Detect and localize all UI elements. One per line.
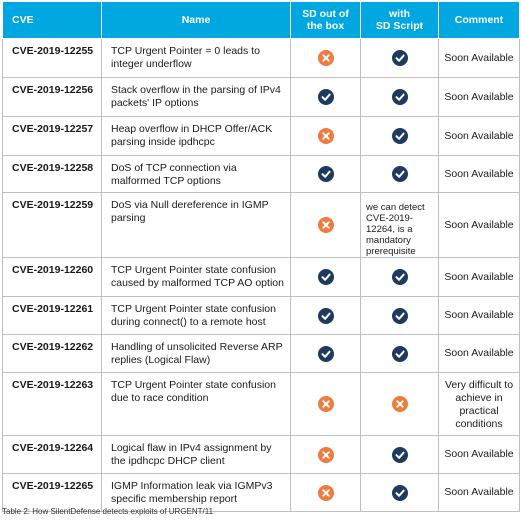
comment-cell: Very difficult to achieve in practical conditions xyxy=(439,373,520,436)
comment-cell: Soon Available xyxy=(439,258,520,297)
cross-icon xyxy=(318,128,334,144)
cve-id-cell: CVE-2019-12256 xyxy=(3,78,102,117)
check-icon xyxy=(318,166,334,182)
table-row xyxy=(3,335,520,373)
cve-id-cell: CVE-2019-12258 xyxy=(3,156,102,193)
check-icon xyxy=(392,89,408,105)
table-row xyxy=(3,436,520,474)
header-sd-out-of-box: SD out of the box xyxy=(291,2,361,39)
sd-out-of-box-cell xyxy=(291,156,361,193)
vulnerability-name-cell: Stack overflow in the parsing of IPv4 packets' IP options xyxy=(102,78,291,117)
cve-id-cell: CVE-2019-12259 xyxy=(3,193,102,258)
cve-id-cell: CVE-2019-12261 xyxy=(3,297,102,335)
with-sd-script-cell xyxy=(361,297,439,335)
vulnerability-name-cell: TCP Urgent Pointer state confusion caused by malformed TCP AO option xyxy=(102,258,291,297)
vulnerability-name-cell: Heap overflow in DHCP Offer/ACK parsing inside ipdhcpc xyxy=(102,117,291,156)
cve-id-cell: CVE-2019-12265 xyxy=(3,474,102,512)
check-icon xyxy=(318,346,334,362)
with-sd-script-cell xyxy=(361,39,439,78)
table-row xyxy=(3,117,520,156)
vulnerability-name-cell: IGMP Information leak via IGMPv3 specific membership report xyxy=(102,474,291,512)
table-row xyxy=(3,474,520,512)
vulnerability-name-cell: DoS of TCP connection via malformed TCP options xyxy=(102,156,291,193)
sd-out-of-box-cell xyxy=(291,258,361,297)
cve-id-cell: CVE-2019-12257 xyxy=(3,117,102,156)
check-icon xyxy=(392,50,408,66)
cross-icon xyxy=(392,396,408,412)
check-icon xyxy=(392,166,408,182)
header-comment: Comment xyxy=(439,2,520,39)
cve-id-cell: CVE-2019-12264 xyxy=(3,436,102,474)
sd-out-of-box-cell xyxy=(291,297,361,335)
check-icon xyxy=(392,485,408,501)
cross-icon xyxy=(318,396,334,412)
with-sd-script-cell xyxy=(361,474,439,512)
table-caption: Table 2: How SilentDefense detects exploits of URGENT/11 xyxy=(2,507,214,516)
with-sd-script-cell xyxy=(361,373,439,436)
vulnerability-name-cell: Logical flaw in IPv4 assignment by the ipdhcpc DHCP client xyxy=(102,436,291,474)
vulnerability-name-cell: TCP Urgent Pointer state confusion during connect() to a remote host xyxy=(102,297,291,335)
vulnerability-name-cell: TCP Urgent Pointer state confusion due to race condition xyxy=(102,373,291,436)
comment-cell: Soon Available xyxy=(439,474,520,512)
comment-cell: Soon Available xyxy=(439,297,520,335)
comment-cell: Soon Available xyxy=(439,117,520,156)
comment-cell: Soon Available xyxy=(439,156,520,193)
check-icon xyxy=(318,308,334,324)
header-with-sd-script: with SD Script xyxy=(361,2,439,39)
check-icon xyxy=(392,128,408,144)
cross-icon xyxy=(318,217,334,233)
comment-cell: Soon Available xyxy=(439,78,520,117)
table-row xyxy=(3,156,520,193)
check-icon xyxy=(392,269,408,285)
table-row xyxy=(3,297,520,335)
cross-icon xyxy=(318,447,334,463)
comment-cell: Soon Available xyxy=(439,193,520,258)
vulnerability-name-cell: DoS via Null dereference in IGMP parsing xyxy=(102,193,291,258)
header-cve: CVE xyxy=(3,2,102,39)
table-header xyxy=(3,2,520,39)
table-row xyxy=(3,258,520,297)
cve-id-cell: CVE-2019-12263 xyxy=(3,373,102,436)
cross-icon xyxy=(318,485,334,501)
sd-out-of-box-cell xyxy=(291,39,361,78)
cve-id-cell: CVE-2019-12255 xyxy=(3,39,102,78)
sd-out-of-box-cell xyxy=(291,474,361,512)
table-row xyxy=(3,373,520,436)
comment-cell: Soon Available xyxy=(439,335,520,373)
cve-id-cell: CVE-2019-12262 xyxy=(3,335,102,373)
table-body xyxy=(3,39,520,512)
table-row xyxy=(3,39,520,78)
cve-id-cell: CVE-2019-12260 xyxy=(3,258,102,297)
sd-out-of-box-cell xyxy=(291,373,361,436)
header-name: Name xyxy=(102,2,291,39)
sd-out-of-box-cell xyxy=(291,78,361,117)
comment-cell: Soon Available xyxy=(439,436,520,474)
with-sd-script-cell xyxy=(361,117,439,156)
with-sd-script-cell xyxy=(361,156,439,193)
vulnerability-name-cell: TCP Urgent Pointer = 0 leads to integer underflow xyxy=(102,39,291,78)
cve-table xyxy=(2,1,520,512)
table-row xyxy=(3,193,520,258)
sd-out-of-box-cell xyxy=(291,117,361,156)
with-sd-script-cell xyxy=(361,78,439,117)
comment-cell: Soon Available xyxy=(439,39,520,78)
sd-out-of-box-cell xyxy=(291,335,361,373)
check-icon xyxy=(318,89,334,105)
check-icon xyxy=(318,269,334,285)
check-icon xyxy=(392,447,408,463)
check-icon xyxy=(392,346,408,362)
with-sd-script-cell xyxy=(361,335,439,373)
sd-script-note-cell: we can detect CVE-2019-12264, is a mandatory prerequisite xyxy=(361,193,439,258)
sd-out-of-box-cell xyxy=(291,436,361,474)
vulnerability-name-cell: Handling of unsolicited Reverse ARP replies (Logical Flaw) xyxy=(102,335,291,373)
with-sd-script-cell xyxy=(361,258,439,297)
check-icon xyxy=(392,308,408,324)
cross-icon xyxy=(318,50,334,66)
sd-out-of-box-cell xyxy=(291,193,361,258)
table-row xyxy=(3,78,520,117)
with-sd-script-cell xyxy=(361,436,439,474)
